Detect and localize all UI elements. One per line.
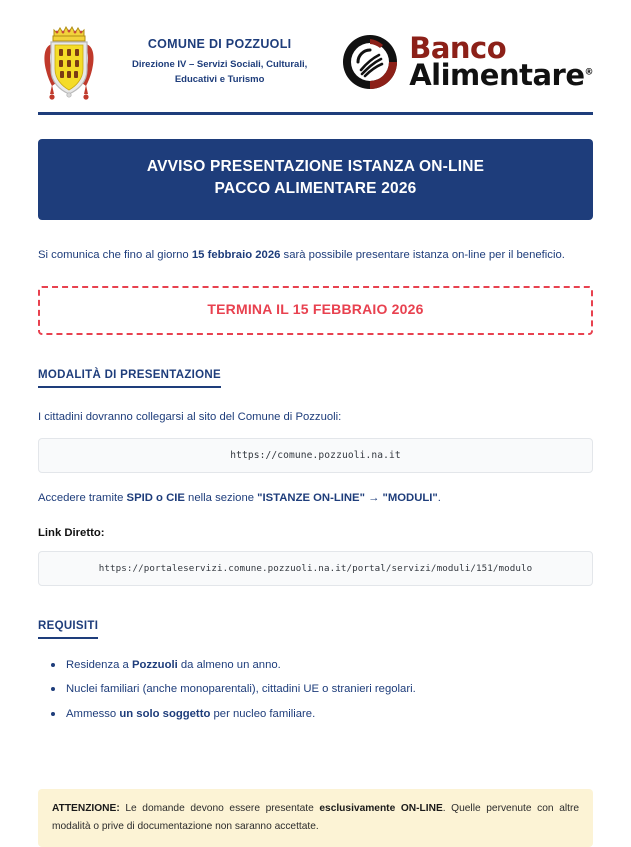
title-banner — [38, 139, 593, 220]
intro-deadline-date: 15 febbraio 2026 — [191, 248, 281, 261]
direct-url-box[interactable]: https://portaleservizi.comune.pozzuoli.na.it/portal/servizi/moduli/151/modulo — [38, 551, 593, 586]
attention-text-1: Le domande devono essere presentate — [119, 803, 320, 814]
access-text-2: nella sezione — [184, 491, 258, 504]
req-text-after: da almeno un anno. — [177, 658, 281, 671]
req-text-bold: Pozzuoli — [131, 658, 178, 671]
comune-title: COMUNE DI POZZUOLI — [147, 37, 292, 52]
direct-link-label: Link Diretto: — [38, 526, 105, 539]
req-text-before: Nuclei familiari (anche monoparentali), cittadini UE o stranieri regolari. — [66, 683, 416, 696]
access-instructions — [38, 489, 593, 507]
page-header — [38, 0, 593, 112]
access-text-3: . — [437, 491, 441, 504]
logo-word-banco: Banco — [409, 31, 507, 66]
banco-alimentare-circle-icon — [339, 31, 401, 93]
intro-paragraph — [38, 246, 593, 266]
intro-text-before: Si comunica che fino al giorno — [38, 248, 192, 261]
attention-text-2: . Quelle pervenute con altre modalità o prive di documentazione non saranno accettate. — [52, 803, 580, 832]
pozzuoli-coat-of-arms-icon — [40, 20, 98, 104]
banco-alimentare-logo — [339, 31, 593, 93]
access-spid-cie: SPID o CIE — [126, 491, 185, 504]
requisiti-list — [38, 657, 593, 724]
logo-word-alimentare: Alimentare® — [409, 58, 593, 92]
modalita-lead-text: I cittadini dovranno collegarsi al sito del Comune di Pozzuoli: — [38, 410, 342, 423]
section-heading-requisiti: REQUISITI — [38, 620, 98, 639]
deadline-alert-text: TERMINA IL 15 FEBBRAIO 2026 — [207, 300, 424, 317]
attention-emphasis: esclusivamente ON-LINE — [319, 803, 443, 814]
list-item — [66, 706, 593, 724]
banco-alimentare-wordmark — [409, 31, 593, 92]
header-divider — [38, 112, 593, 115]
access-text-1: Accedere tramite — [38, 491, 127, 504]
attention-label: ATTENZIONE: — [52, 803, 120, 814]
req-text-before: Residenza a — [66, 658, 132, 671]
comune-subtitle: Direzione IV – Servizi Sociali, Culturali, Educativi e Turismo — [131, 59, 308, 86]
registered-mark-icon: ® — [584, 67, 593, 78]
attention-notice-box — [38, 789, 593, 847]
list-item — [66, 657, 593, 675]
section-heading-modalita: MODALITÀ DI PRESENTAZIONE — [38, 369, 221, 388]
access-section-path: "ISTANZE ON-LINE" → "MODULI" — [257, 491, 438, 504]
req-text-before: Ammesso — [66, 707, 120, 720]
crest-container — [38, 20, 100, 104]
intro-text-after: sarà possibile presentare istanza on-line per il beneficio. — [280, 248, 565, 261]
comune-text-block — [100, 36, 339, 88]
req-text-after: per nucleo familiare. — [210, 707, 316, 720]
banner-line-1: AVVISO PRESENTAZIONE ISTANZA ON-LINE — [146, 158, 485, 175]
site-url-box[interactable]: https://comune.pozzuoli.na.it — [38, 438, 593, 473]
deadline-alert-box — [38, 286, 593, 335]
banner-line-2: PACCO ALIMENTARE 2026 — [214, 180, 417, 198]
list-item — [66, 681, 593, 699]
req-text-bold: un solo soggetto — [119, 707, 211, 720]
